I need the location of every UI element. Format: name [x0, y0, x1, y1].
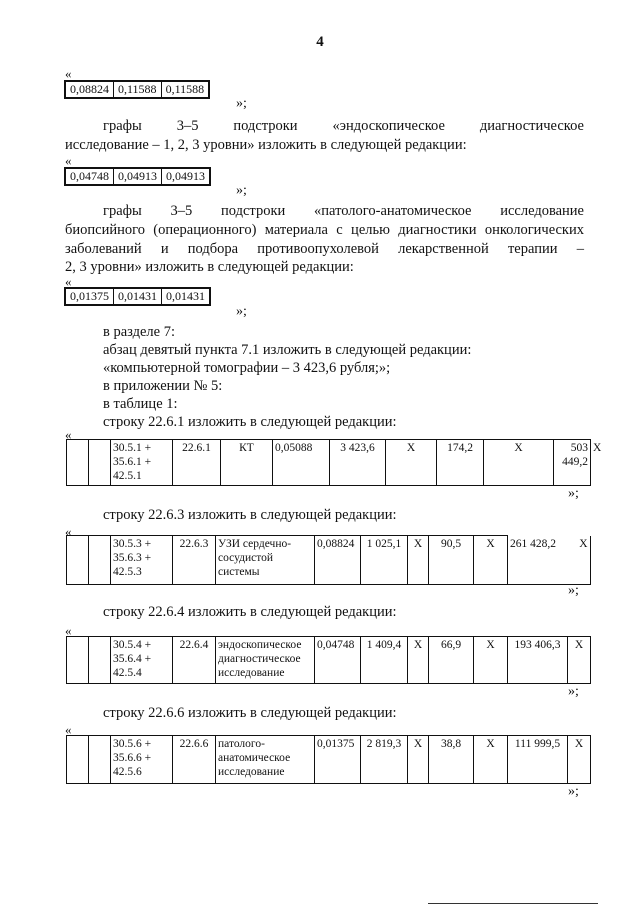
empty-cell	[67, 736, 89, 784]
service-name-cell: КТ	[221, 440, 273, 486]
word: 3–5	[170, 203, 193, 219]
coef-cell: 0,04913	[162, 168, 211, 185]
coef-cell: 0,01431	[162, 288, 211, 305]
empty-cell	[89, 440, 111, 486]
code-line: 30.5.4 +	[113, 639, 152, 651]
code-line: 42.5.4	[113, 667, 142, 679]
instruction-line: строку 22.6.1 изложить в следующей редакции:	[103, 414, 397, 430]
code-line: 42.5.6	[113, 766, 142, 778]
value-cell: 66,9	[429, 637, 474, 684]
word: исследование	[500, 203, 584, 219]
x-cell: X	[568, 637, 591, 684]
instruction-line: «компьютерной томографии – 3 423,6 рубля;»;	[103, 360, 391, 376]
x-cell: X	[408, 536, 429, 585]
coef-table-2	[64, 167, 211, 186]
instruction-line: абзац девятый пункта 7.1 изложить в следующей редакции:	[103, 342, 472, 358]
paragraph-line	[65, 240, 584, 259]
row-number-cell: 22.6.4	[173, 637, 216, 684]
codes-cell	[111, 536, 173, 585]
empty-cell	[89, 736, 111, 784]
instruction-line: в таблице 1:	[103, 396, 178, 412]
service-name-cell	[216, 736, 315, 784]
row-heading: строку 22.6.4 изложить в следующей редакции:	[103, 604, 397, 620]
row-number-cell: 22.6.1	[173, 440, 221, 486]
tariff-cell: 1 025,1	[361, 536, 408, 585]
value-cell: 174,2	[437, 440, 484, 486]
word: «эндоскопическое	[332, 118, 445, 134]
name-line: эндоскопическое	[218, 639, 302, 651]
coef-cell: 0,08824	[65, 81, 114, 98]
paragraph-line	[103, 117, 584, 136]
code-line: 42.5.3	[113, 566, 142, 578]
word: и	[160, 241, 169, 257]
coefficient-cell: 0,05088	[273, 440, 330, 486]
paragraph-line	[103, 202, 584, 221]
name-line: патолого-	[218, 738, 265, 750]
open-quote: «	[65, 274, 72, 289]
word: диагностическое	[479, 118, 584, 134]
coef-table-1	[64, 80, 210, 99]
name-line: УЗИ сердечно-	[218, 538, 292, 550]
name-line: диагностическое	[218, 653, 301, 665]
close-quote: »;	[236, 96, 247, 111]
close-quote: »;	[568, 784, 579, 799]
x-value: X	[579, 537, 588, 550]
paragraph-line: 2, 3 уровни» изложить в следующей редакции:	[65, 259, 354, 275]
word: подстроки	[221, 203, 286, 219]
service-name-cell	[216, 536, 315, 585]
code-line: 30.5.3 +	[113, 538, 152, 550]
coef-cell: 0,01431	[114, 288, 162, 305]
tariff-cell: 1 409,4	[361, 637, 408, 684]
word: графы	[103, 203, 142, 219]
value-cell: 38,8	[429, 736, 474, 784]
empty-cell	[89, 536, 111, 585]
word: лекарственной	[398, 241, 489, 257]
instruction-line: в приложении № 5:	[103, 378, 223, 394]
row-heading: строку 22.6.3 изложить в следующей редакции:	[103, 507, 397, 523]
empty-cell	[67, 637, 89, 684]
row-heading: строку 22.6.6 изложить в следующей редакции:	[103, 705, 397, 721]
name-line: исследование	[218, 766, 285, 778]
row-number-cell: 22.6.6	[173, 736, 216, 784]
page-number: 4	[316, 34, 324, 50]
code-line: 42.5.1	[113, 470, 142, 482]
code-line: 30.5.6 +	[113, 738, 152, 750]
coef-table-3	[64, 287, 211, 306]
code-line: 35.6.6 +	[113, 752, 152, 764]
amount-cell: 111 999,5	[508, 736, 568, 784]
word: подбора	[187, 241, 239, 257]
code-line: 35.6.3 +	[113, 552, 152, 564]
codes-cell	[111, 440, 173, 486]
x-cell: X	[474, 536, 508, 585]
name-line: сосудистой	[218, 552, 274, 564]
close-quote: »;	[568, 684, 579, 699]
coef-cell: 0,01375	[65, 288, 114, 305]
open-quote: «	[65, 524, 72, 539]
empty-cell	[89, 637, 111, 684]
close-quote: »;	[568, 583, 579, 598]
x-cell: X	[474, 637, 508, 684]
x-cell: X	[386, 440, 437, 486]
coef-cell: 0,11588	[161, 81, 209, 98]
open-quote: «	[65, 66, 72, 81]
amount-value: 261 428,2	[510, 537, 556, 550]
code-line: 35.6.1 +	[113, 456, 152, 468]
coef-cell: 0,04913	[114, 168, 162, 185]
tariff-cell: 3 423,6	[330, 440, 386, 486]
word: подстроки	[233, 118, 298, 134]
tariff-cell: 2 819,3	[361, 736, 408, 784]
service-name-cell	[216, 637, 315, 684]
value-cell: 90,5	[429, 536, 474, 585]
word: 3–5	[176, 118, 199, 134]
word: противоопухолевой	[257, 241, 379, 257]
word: –	[576, 241, 584, 257]
tariff-row-table	[66, 636, 591, 684]
amount-cell	[508, 536, 591, 585]
x-cell: X	[408, 637, 429, 684]
tariff-row-table	[66, 735, 591, 784]
footer-rule	[428, 903, 598, 904]
name-line: системы	[218, 566, 260, 578]
x-cell: X	[474, 736, 508, 784]
word: «патолого-анатомическое	[314, 203, 472, 219]
x-cell: X	[408, 736, 429, 784]
word: терапии	[507, 241, 558, 257]
tariff-row-table	[66, 535, 591, 585]
close-quote: »;	[236, 183, 247, 198]
empty-cell	[67, 536, 89, 585]
amount-cell: 193 406,3	[508, 637, 568, 684]
coefficient-cell: 0,04748	[315, 637, 361, 684]
close-quote: »;	[236, 304, 247, 319]
paragraph-line: биопсийного (операционного) материала с целью диагностики онкологических	[65, 222, 584, 238]
row-number-cell: 22.6.3	[173, 536, 216, 585]
code-line: 30.5.1 +	[113, 442, 152, 454]
close-quote: »;	[568, 486, 579, 501]
coef-cell: 0,04748	[65, 168, 114, 185]
instruction-line: в разделе 7:	[103, 324, 176, 340]
x-cell: X	[568, 736, 591, 784]
x-cell: X	[484, 440, 554, 486]
open-quote: «	[65, 722, 72, 737]
name-line: исследование	[218, 667, 285, 679]
word: заболеваний	[65, 241, 142, 257]
open-quote: «	[65, 427, 72, 442]
open-quote: «	[65, 153, 72, 168]
codes-cell	[111, 736, 173, 784]
open-quote: «	[65, 623, 72, 638]
tariff-row-table: 30.5.1 + 35.6.1 + 42.5.1 22.6.1 КТ 0,05088 3 423,6 X 174,2 X 503 449,2 X	[66, 439, 591, 486]
word: графы	[103, 118, 142, 134]
coefficient-cell: 0,08824	[315, 536, 361, 585]
coef-cell: 0,11588	[114, 81, 162, 98]
coefficient-cell: 0,01375	[315, 736, 361, 784]
paragraph-line: исследование – 1, 2, 3 уровни» изложить в следующей редакции:	[65, 137, 467, 153]
code-line: 35.6.4 +	[113, 653, 152, 665]
amount-cell: 503 449,2	[554, 440, 591, 486]
codes-cell	[111, 637, 173, 684]
name-line: анатомическое	[218, 752, 291, 764]
empty-cell	[67, 440, 89, 486]
